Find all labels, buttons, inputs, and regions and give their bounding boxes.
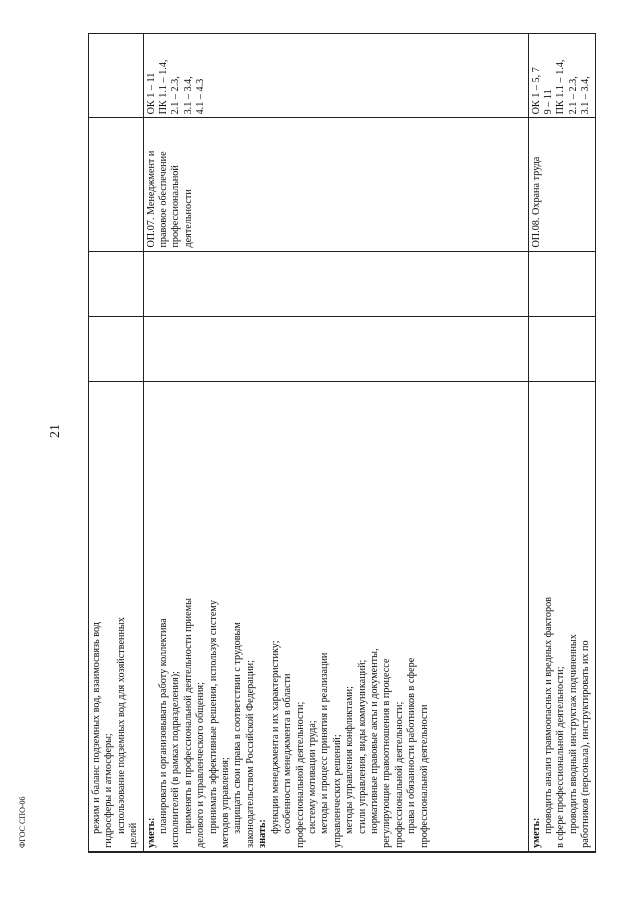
table-cell-discipline: ОП.08. Охрана труда xyxy=(528,118,595,251)
competency-code: 4.1 – 4.3 xyxy=(195,78,207,115)
table-row xyxy=(143,34,528,853)
text-line: исполнителей (в рамках подразделения); xyxy=(170,671,182,848)
table-cell-competencies xyxy=(528,34,595,118)
competency-code: ПК 1.1 – 1.4, xyxy=(158,59,170,115)
document-page xyxy=(88,33,593,853)
text-line: работников (персонала), инструктировать их по xyxy=(580,640,592,848)
competency-code: ОК 1 – 5, 7 xyxy=(530,67,542,115)
table-cell-competencies xyxy=(143,34,528,118)
text-line: функции менеджмента и их характеристику; xyxy=(269,640,281,834)
competency-code: 2.1 – 2.3, xyxy=(170,76,182,115)
table-cell-discipline xyxy=(89,118,144,251)
text-line: методов управления; xyxy=(220,757,232,848)
competency-code: ОК 1 – 11 xyxy=(145,72,157,115)
table-cell-empty xyxy=(528,251,595,316)
text-line: использование подземных вод для хозяйственных xyxy=(115,617,127,834)
section-heading: знать: xyxy=(257,819,269,848)
text-line: проводить анализ травмоопасных и вредных факторов xyxy=(543,597,555,834)
competency-code: ПК 1.1 – 1.4, xyxy=(555,59,567,115)
section-heading: уметь: xyxy=(530,817,542,848)
text-line: особенности менеджмента в области xyxy=(282,673,294,834)
table-cell-discipline: ОП.07. Менеджмент и правовое обеспечение профессиональной деятельности xyxy=(143,118,528,251)
competency-code: 3.1 – 3.4, xyxy=(182,76,194,115)
table-cell-empty xyxy=(528,316,595,381)
section-heading: уметь: xyxy=(145,817,157,848)
text-line: профессиональной деятельности; xyxy=(393,701,405,848)
table-row xyxy=(89,34,144,853)
text-line: гидросферы и атмосферы; xyxy=(103,733,115,848)
text-line: методы и процесс принятия и реализации xyxy=(319,652,331,834)
table-cell-content xyxy=(143,382,528,852)
text-line: стили управления, виды коммуникаций; xyxy=(356,659,368,834)
text-line: нормативные правовые акты и документы, xyxy=(368,648,380,834)
text-line: проводить вводный инструктаж подчиненных xyxy=(567,634,579,834)
table-cell-content xyxy=(89,382,144,852)
table-cell-empty xyxy=(528,851,595,852)
text-line: профессиональной деятельности xyxy=(418,704,430,848)
text-line: в сфере профессиональной деятельности; xyxy=(555,666,567,848)
text-line: принимать эффективные решения, используя систему xyxy=(207,600,219,834)
table-cell-empty xyxy=(143,851,528,852)
table-row xyxy=(528,34,595,853)
text-line: защищать свои права в соответствии с трудовым xyxy=(232,622,244,834)
text-line: методы управления конфликтами; xyxy=(344,686,356,834)
text-line: управленческих решений; xyxy=(331,734,343,848)
text-line: законодательством Российской Федерации; xyxy=(244,660,256,848)
text-line: профессиональной деятельности; xyxy=(294,701,306,848)
table-cell-competencies xyxy=(89,34,144,118)
page-number: 21 xyxy=(48,424,63,438)
table-cell-empty xyxy=(143,251,528,316)
text-line: систему мотивации труда; xyxy=(306,720,318,834)
text-line: режим и баланс подземных вод, взаимосвязь вод xyxy=(91,622,102,834)
text-line: регулирующие правоотношения в процессе xyxy=(381,658,393,848)
table-cell-empty xyxy=(89,251,144,316)
footer-code: ФГОС СПО-06 xyxy=(18,796,27,848)
table-cell-content xyxy=(528,382,595,852)
competency-code: 3.1 – 3.4, xyxy=(580,76,592,115)
curriculum-table xyxy=(88,33,596,853)
text-line: целей xyxy=(128,822,140,848)
text-line: делового и управленческого общения; xyxy=(195,682,207,848)
text-line: планировать и организовывать работу коллектива xyxy=(158,618,170,834)
table-cell-empty xyxy=(89,316,144,381)
competency-code: 9 – 11 xyxy=(543,89,555,115)
text-line: права и обязанности работников в сфере xyxy=(406,657,418,834)
text-line: применять в профессиональной деятельности приемы xyxy=(182,598,194,834)
table-cell-empty xyxy=(143,316,528,381)
competency-code: 2.1 – 2.3, xyxy=(567,76,579,115)
table-cell-empty xyxy=(89,851,144,852)
